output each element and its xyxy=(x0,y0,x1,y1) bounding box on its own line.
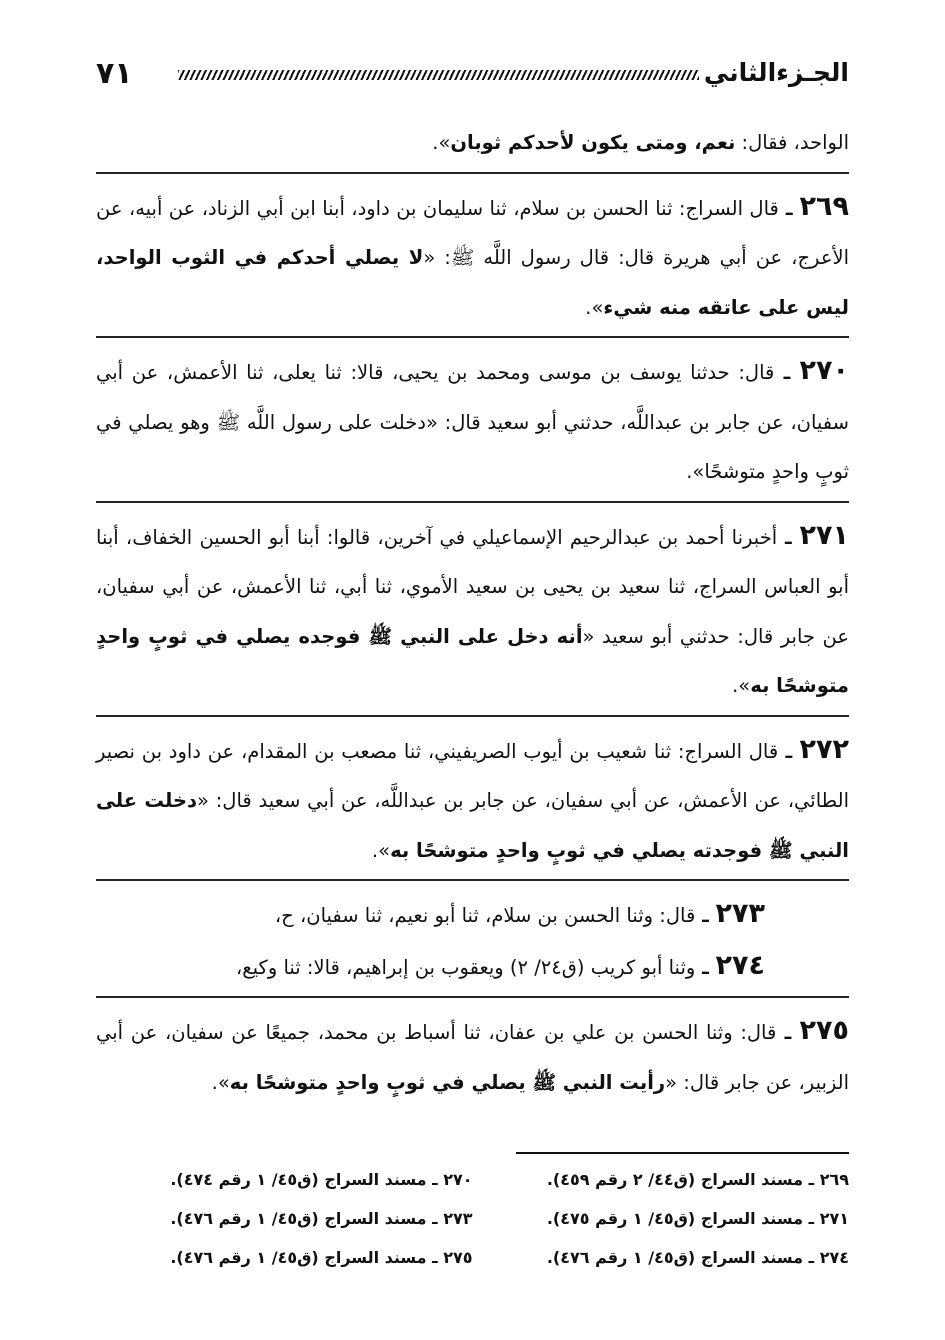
hadith-274: ٢٧٤ ـ وثنا أبو كريب (ق٢٤/ ٢) ويعقوب بن إبراهيم، قالا: ثنا وكيع، xyxy=(235,949,765,981)
footnote-separator xyxy=(516,1152,849,1154)
footnote-row xyxy=(96,1199,849,1238)
paragraph-text-end: ». xyxy=(371,838,391,862)
paragraph-text-end: ». xyxy=(585,295,604,319)
hadith-number: ٢٦٩ xyxy=(799,190,849,222)
footnote: ٢٧٤ ـ مسند السراج (ق٤٥/ ١ رقم ٤٧٦). xyxy=(546,1248,849,1267)
paragraph-text-end: ». xyxy=(211,1070,230,1094)
hadith-quote: دخلت على النبي ﷺ فوجدته يصلي في ثوبٍ واحدٍ متوشحًا به xyxy=(96,789,849,862)
hadith-272: ٢٧٢ ـ قال السراج: ثنا شعيب بن أيوب الصريفيني، ثنا مصعب بن المقدام، عن داود بن نصير الطائي، عن الأعمش، عن أبي سفيان، عن جابر بن عبداللَّه، عن أبي سعيد قال: «دخلت على النبي ﷺ فوجدته يصلي في ثوبٍ واحدٍ متوشحًا به». xyxy=(96,715,849,876)
hadith-269: ٢٦٩ ـ قال السراج: ثنا الحسن بن سلام، ثنا سليمان بن داود، أبنا ابن أبي الزناد، عن أبيه، عن الأعرج، عن أبي هريرة قال: قال رسول اللَّه ﷺ: «لا يصلي أحدكم في الثوب الواحد، ليس على عاتقه منه شيء». xyxy=(96,172,849,333)
page-header xyxy=(96,56,849,100)
hadith-quote: أنه دخل على النبي ﷺ فوجده يصلي في ثوبٍ واحدٍ متوشحًا به xyxy=(96,624,849,697)
paragraph-text-end: دخلت على رسول اللَّه ﷺ وهو يصلي في ثوبٍ واحدٍ متوشحًا». xyxy=(96,410,849,483)
hadith-number: ٢٧٠ xyxy=(799,355,849,386)
paragraph-text: قال السراج: ثنا شعيب بن أيوب الصريفيني، ثنا مصعب بن المقدام، عن داود بن نصير الطائي، عن الأعمش، عن أبي سفيان، عن جابر بن عبداللَّه، عن أبي سعيد قال: « xyxy=(96,739,849,812)
paragraph-text: قال السراج: ثنا الحسن بن سلام، ثنا سليمان بن داود، أبنا ابن أبي الزناد، عن أبيه، عن الأعرج، عن أبي هريرة قال: قال رسول اللَّه ﷺ: « xyxy=(96,196,849,269)
paragraph-text: وثنا أبو كريب (ق٢٤/ ٢) ويعقوب بن إبراهيم، قالا: ثنا وكيع، xyxy=(235,955,696,979)
footnote: ٢٧٣ ـ مسند السراج (ق٤٥/ ١ رقم ٤٧٦). xyxy=(170,1209,473,1228)
page-number: ٧١ xyxy=(96,56,133,91)
paragraph-text: قال: حدثنا يوسف بن موسى ومحمد بن يحيى، قالا: ثنا يعلى، ثنا الأعمش، عن أبي سفيان، عن جابر بن عبداللَّه، حدثني أبو سعيد قال: « xyxy=(96,361,849,434)
hadith-273: ٢٧٣ ـ قال: وثنا الحسن بن سلام، ثنا أبو نعيم، ثنا سفيان، ح، xyxy=(96,879,849,941)
footnote-row xyxy=(96,1238,849,1277)
hadith-quote: لا يصلي أحدكم في الثوب الواحد، ليس على عاتقه منه شيء xyxy=(96,246,849,319)
footnote-row xyxy=(96,1160,849,1199)
hadith-270: ٢٧٠ ـ قال: حدثنا يوسف بن موسى ومحمد بن يحيى، قالا: ثنا يعلى، ثنا الأعمش، عن أبي سفيان، عن جابر بن عبداللَّه، حدثني أبو سعيد قال: «دخلت على رسول اللَّه ﷺ وهو يصلي في ثوبٍ واحدٍ متوشحًا». xyxy=(96,336,849,497)
paragraph-text: الواحد، فقال: xyxy=(735,131,849,154)
main-text xyxy=(96,118,849,1107)
footnote: ٢٦٩ ـ مسند السراج (ق٤٤/ ٢ رقم ٤٥٩). xyxy=(546,1170,849,1189)
hadith-number: ٢٧٤ xyxy=(715,949,765,981)
paragraph-text: قال: وثنا الحسن بن علي بن عفان، ثنا أسباط بن محمد، جميعًا عن سفيان، عن أبي الزبير، عن جابر قال: « xyxy=(96,1021,849,1094)
hadith-number: ٢٧٣ xyxy=(715,898,765,929)
paragraph-text-end: ». xyxy=(432,131,451,154)
hadith-275: ٢٧٥ ـ قال: وثنا الحسن بن علي بن عفان، ثنا أسباط بن محمد، جميعًا عن سفيان، عن أبي الزبير، عن جابر قال: «رأيت النبي ﷺ يصلي في ثوبٍ واحدٍ متوشحًا به». xyxy=(96,996,849,1107)
running-head: الجـزءالثاني xyxy=(703,58,849,87)
hadith-number: ٢٧١ xyxy=(799,519,849,551)
hadith-number: ٢٧٢ xyxy=(799,733,849,765)
hadith-number: ٢٧٥ xyxy=(799,1015,849,1046)
paragraph-continuation xyxy=(96,118,849,168)
paragraph-text: قال: وثنا الحسن بن سلام، ثنا أبو نعيم، ثنا سفيان، ح، xyxy=(274,904,696,927)
header-decorative-rule xyxy=(178,70,699,80)
footnote: ٢٧١ ـ مسند السراج (ق٤٥/ ١ رقم ٤٧٥). xyxy=(546,1209,849,1228)
paragraph-text-end: ». xyxy=(732,674,751,697)
footnote: ٢٧٥ ـ مسند السراج (ق٤٥/ ١ رقم ٤٧٦). xyxy=(170,1248,473,1267)
hadith-quote: رأيت النبي ﷺ يصلي في ثوبٍ واحدٍ متوشحًا به xyxy=(229,1070,666,1094)
hadith-quote: نعم، ومتى يكون لأحدكم ثوبان xyxy=(450,131,736,154)
footnote: ٢٧٠ ـ مسند السراج (ق٤٥/ ١ رقم ٤٧٤). xyxy=(170,1170,473,1189)
paragraph-text: أخبرنا أحمد بن عبدالرحيم الإسماعيلي في آخرين، قالوا: أبنا أبو الحسين الخفاف، أبنا أبو العباس السراج، ثنا سعيد بن يحيى بن سعيد الأموي، ثنا أبي، ثنا الأعمش، عن أبي سفيان، عن جابر قال: حدثني أبو سعيد « xyxy=(96,525,849,648)
hadith-271: ٢٧١ ـ أخبرنا أحمد بن عبدالرحيم الإسماعيلي في آخرين، قالوا: أبنا أبو الحسين الخفاف، أبنا أبو العباس السراج، ثنا سعيد بن يحيى بن سعيد الأموي، ثنا أبي، ثنا الأعمش، عن أبي سفيان، عن جابر قال: حدثني أبو سعيد «أنه دخل على النبي ﷺ فوجده يصلي في ثوبٍ واحدٍ متوشحًا به». xyxy=(96,501,849,711)
footnotes xyxy=(96,1160,849,1277)
